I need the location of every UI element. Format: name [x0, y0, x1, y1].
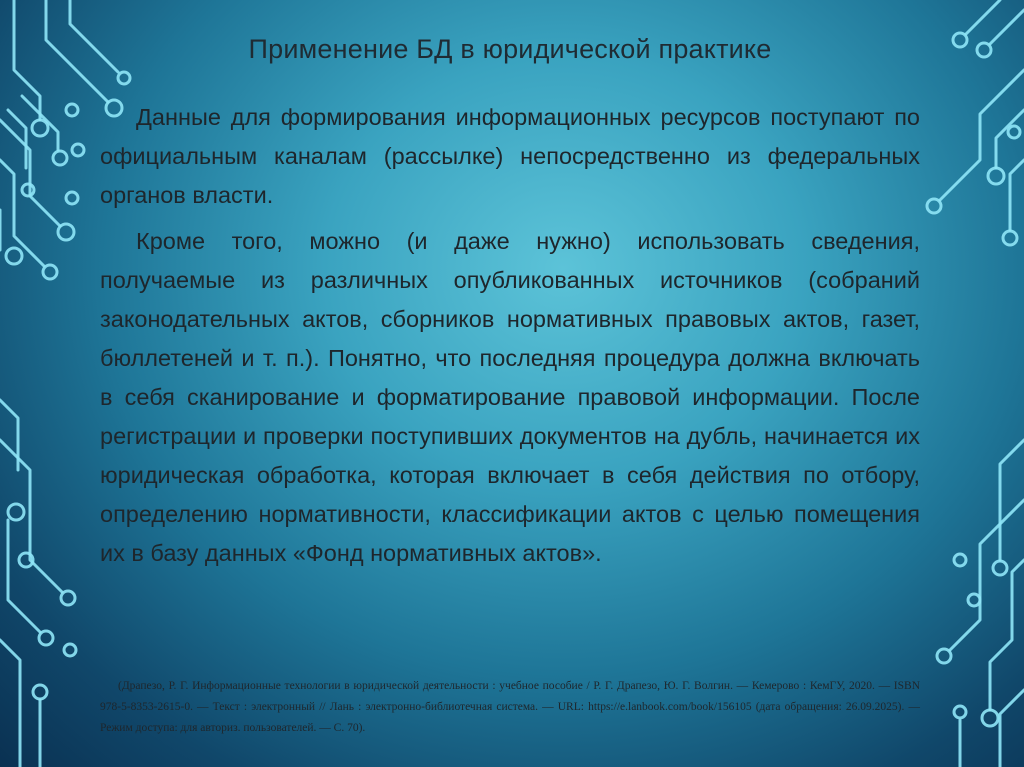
paragraph-1: Данные для формирования информационных ресурсов поступают по официальным каналам (рассылке) непосредственно из федеральных органов власти. [100, 104, 920, 208]
citation: (Драпезо, Р. Г. Информационные технологии в юридической деятельности : учебное пособие / Р. Г. Драпезо, Ю. Г. Волгин. — Кемерово : КемГУ, 2020. — ISBN 978-5-8353-2615-0. — Текст : электронный // Лань : электронно-библиотечная система. — URL: https://e.lanbook.com/book/156105 (дата обращения: 26.09.2025). — Режим доступа: для авториз. пользователей. — С. 70). [100, 680, 920, 734]
slide-title: Применение БД в юридической практике [248, 34, 772, 64]
paragraph-2: Кроме того, можно (и даже нужно) использовать сведения, получаемые из различных опубликованных источников (собраний законодательных актов, сборников нормативных правовых актов, газет, бюллетеней и т. п.). Понятно, что последняя процедура должна включать в себя сканирование и форматирование правовой информации. После регистрации и проверки поступивших документов на дубль, начинается их юридическая обработка, которая включает в себя действия по отбору, определению нормативности, классификации актов с целью помещения их в базу данных «Фонд нормативных актов». [100, 228, 920, 566]
slide-body [100, 98, 920, 573]
